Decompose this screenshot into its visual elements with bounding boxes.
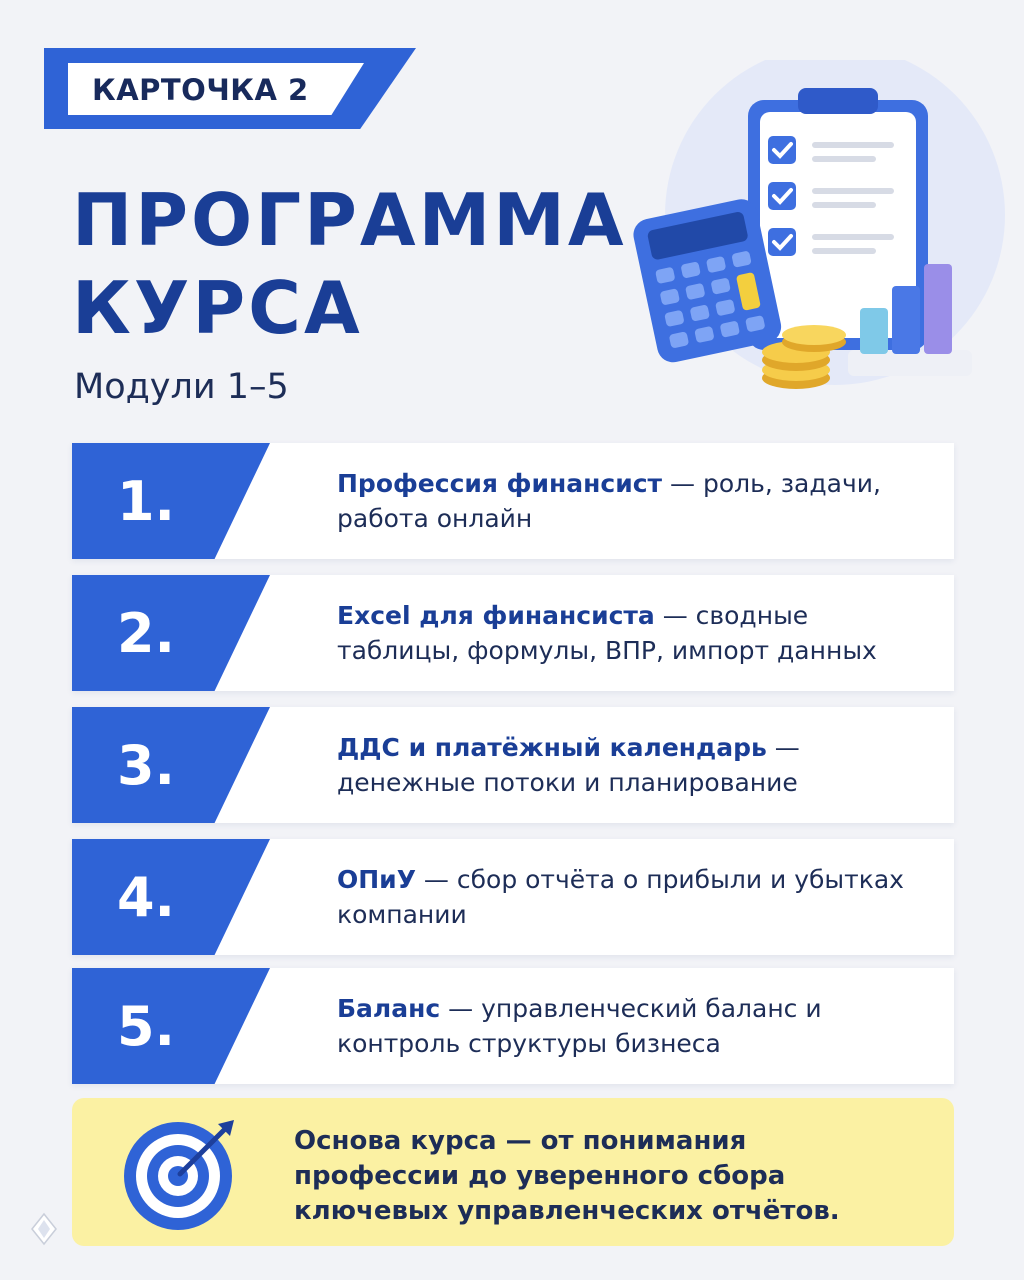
diamond-logo-icon	[30, 1212, 58, 1246]
finance-illustration-icon	[630, 60, 1020, 420]
module-number: 2.	[116, 601, 176, 665]
module-details: — денежные потоки и планирование	[337, 733, 800, 797]
module-card-2	[72, 575, 954, 691]
module-details: — сводные таблицы, формулы, ВПР, импорт данных	[337, 601, 877, 665]
module-title: ОПиУ	[337, 865, 416, 894]
module-card-1	[72, 443, 954, 559]
page-title-line-1: ПРОГРАММА	[72, 178, 627, 262]
module-details: — роль, задачи, работа онлайн	[337, 469, 881, 533]
page-subtitle: Модули 1–5	[74, 367, 289, 407]
module-title: Профессия финансист	[337, 469, 663, 498]
module-number: 1.	[116, 469, 176, 533]
module-description	[337, 466, 934, 536]
module-description	[337, 862, 934, 932]
module-details: — управленческий баланс и контроль структуры бизнеса	[337, 994, 822, 1058]
summary-text: Основа курса — от понимания профессии до уверенного сбора ключевых управленческих отчётов.	[294, 1126, 840, 1226]
module-description	[337, 991, 934, 1061]
page-title	[72, 176, 627, 352]
module-details: — сбор отчёта о прибыли и убытках компании	[337, 865, 904, 929]
module-title: Баланс	[337, 994, 441, 1023]
module-card-5	[72, 968, 954, 1084]
module-title: Excel для финансиста	[337, 601, 655, 630]
module-description	[337, 598, 934, 668]
module-number: 5.	[116, 994, 176, 1058]
summary-callout	[72, 1098, 954, 1246]
page-title-line-2: КУРСА	[72, 266, 363, 350]
module-card-3	[72, 707, 954, 823]
card-badge-label: КАРТОЧКА 2	[92, 73, 309, 107]
module-description	[337, 730, 934, 800]
target-arrow-icon	[122, 1112, 242, 1232]
module-number: 3.	[116, 733, 176, 797]
module-number: 4.	[116, 865, 176, 929]
module-title: ДДС и платёжный календарь	[337, 733, 767, 762]
module-card-4	[72, 839, 954, 955]
